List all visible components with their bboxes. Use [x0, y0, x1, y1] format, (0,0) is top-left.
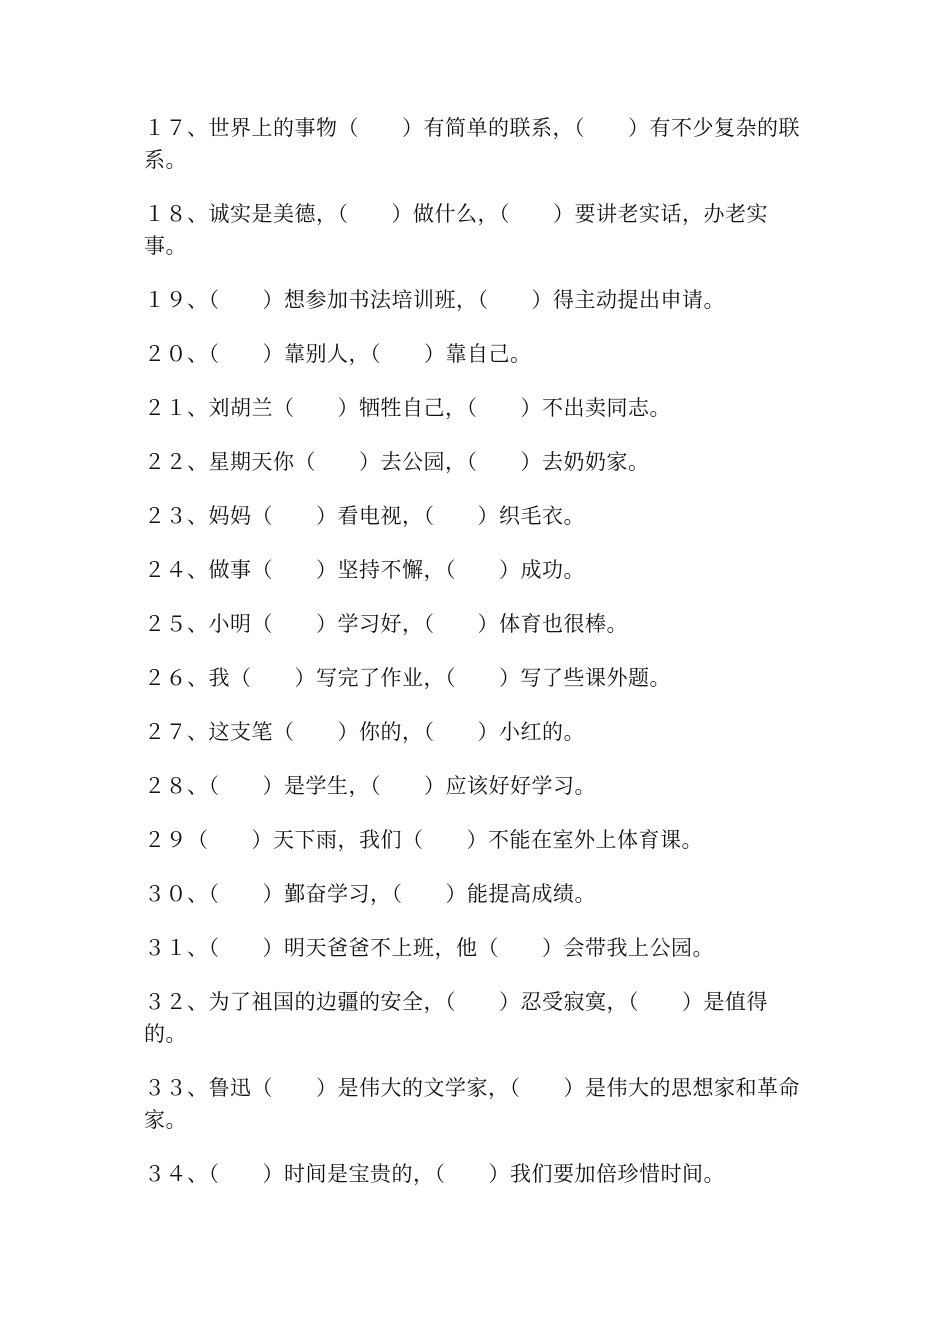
question-18: １８、诚实是美德，（ ）做什么，（ ）要讲老实话，办老实事。 — [144, 202, 768, 258]
question-17: １７、世界上的事物（ ）有简单的联系，（ ）有不少复杂的联系。 — [144, 116, 800, 172]
question-31: ３１、（ ）明天爸爸不上班，他（ ）会带我上公园。 — [144, 936, 714, 960]
question-list — [144, 112, 810, 1212]
question-22: ２２、星期天你（ ）去公园，（ ）去奶奶家。 — [144, 450, 650, 474]
question-21: ２１、刘胡兰（ ）牺牲自己，（ ）不出卖同志。 — [144, 396, 671, 420]
question-34: ３４、（ ）时间是宝贵的，（ ）我们要加倍珍惜时间。 — [144, 1162, 725, 1186]
question-25: ２５、小明（ ）学习好，（ ）体育也很棒。 — [144, 612, 628, 636]
question-28: ２８、（ ）是学生，（ ）应该好好学习。 — [144, 774, 596, 798]
question-24: ２４、做事（ ）坚持不懈，（ ）成功。 — [144, 558, 585, 582]
question-29: ２９（ ）天下雨，我们（ ）不能在室外上体育课。 — [144, 828, 703, 852]
question-19: １９、（ ）想参加书法培训班，（ ）得主动提出申请。 — [144, 288, 725, 312]
question-20: ２０、（ ）靠别人，（ ）靠自己。 — [144, 342, 532, 366]
question-27: ２７、这支笔（ ）你的，（ ）小红的。 — [144, 720, 585, 744]
question-26: ２６、我（ ）写完了作业，（ ）写了些课外题。 — [144, 666, 671, 690]
question-32: ３２、为了祖国的边疆的安全，（ ）忍受寂寞，（ ）是值得的。 — [144, 990, 768, 1046]
question-33: ３３、鲁迅（ ）是伟大的文学家，（ ）是伟大的思想家和革命家。 — [144, 1076, 800, 1132]
question-23: ２３、妈妈（ ）看电视，（ ）织毛衣。 — [144, 504, 585, 528]
question-30: ３０、（ ）鄞奋学习，（ ）能提高成绩。 — [144, 882, 596, 906]
